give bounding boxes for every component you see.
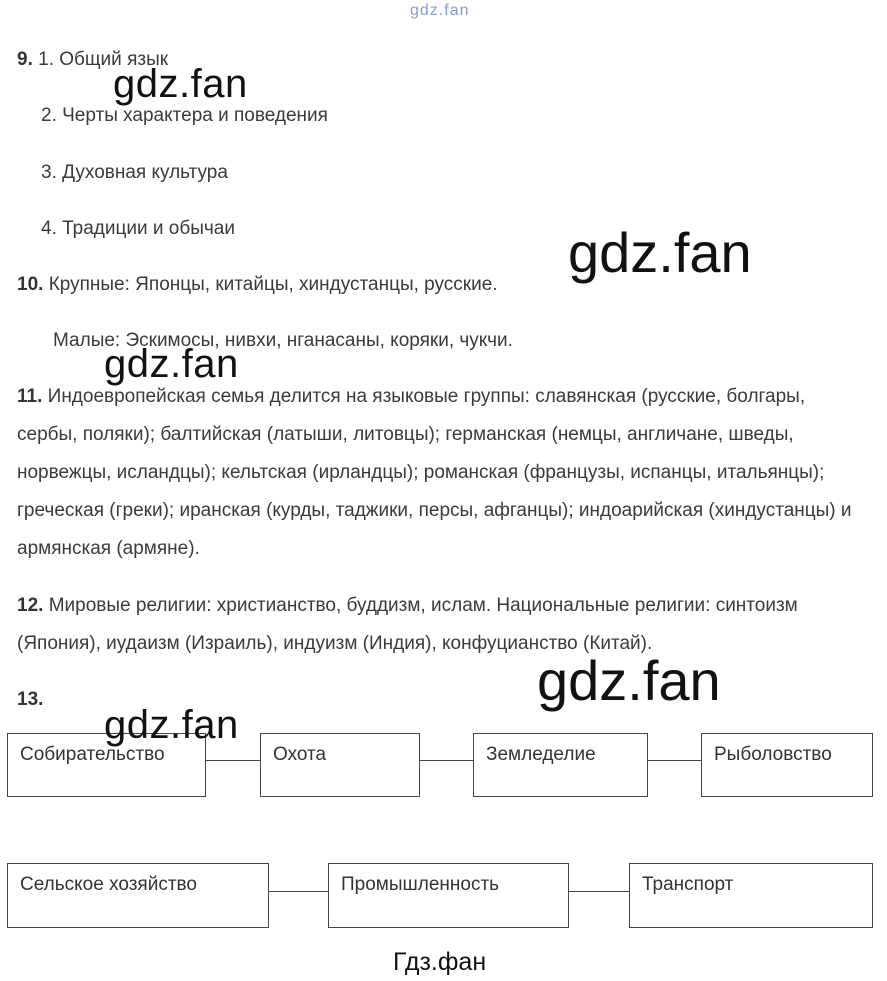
diagram-box-hunting: Охота xyxy=(260,733,420,797)
connector-line xyxy=(269,891,328,892)
q10-line-1 xyxy=(17,274,498,296)
q12-paragraph xyxy=(17,587,857,663)
connector-line xyxy=(648,760,701,761)
q9-item-3: 3. Духовная культура xyxy=(41,162,228,183)
q10-small-peoples: Малые: Эскимосы, нивхи, нганасаны, коряки, чукчи. xyxy=(53,330,513,351)
q11-text: Индоевропейская семья делится на языковые группы: славянская (русские, болгары, сербы, поляки); балтийская (латыши, литовцы); германская (немцы, англичане, шведы, норвежцы, исландцы); кельтская (ирландцы); романская (французы, испанцы, итальянцы); греческая (греки); иранская (курды, таджики, персы, афганцы); индоарийская (хиндустанцы) и армянская (армяне). xyxy=(17,386,852,559)
top-watermark: gdz.fan xyxy=(410,2,470,19)
q10-large-peoples: Крупные: Японцы, китайцы, хиндустанцы, русские. xyxy=(48,274,498,295)
q9-number: 9. xyxy=(17,49,33,70)
watermark: gdz.fan xyxy=(104,703,239,747)
watermark: gdz.fan xyxy=(568,221,752,284)
watermark: gdz.fan xyxy=(537,649,721,712)
connector-line xyxy=(420,760,473,761)
diagram-box-transport: Транспорт xyxy=(629,863,873,928)
q9-item-4: 4. Традиции и обычаи xyxy=(41,218,235,239)
connector-line xyxy=(206,760,260,761)
footer-watermark: Гдз.фан xyxy=(393,948,487,976)
diagram-box-industry: Промышленность xyxy=(328,863,569,928)
diagram-box-fishing: Рыболовство xyxy=(701,733,873,797)
diagram-box-gathering: Собирательство xyxy=(7,733,206,797)
q12-text: Мировые религии: христианство, буддизм, ислам. Национальные религии: синтоизм (Япония), иудаизм (Израиль), индуизм (Индия), конфуцианство (Китай). xyxy=(17,595,798,654)
q10-number: 10. xyxy=(17,274,44,295)
q11-paragraph xyxy=(17,378,857,568)
q9-item-1: 1. Общий язык xyxy=(38,49,169,70)
watermark: gdz.fan xyxy=(113,62,248,106)
q9-item-2: 2. Черты характера и поведения xyxy=(41,105,328,126)
watermark: gdz.fan xyxy=(104,342,239,386)
q13-number: 13. xyxy=(17,689,44,710)
q12-number: 12. xyxy=(17,595,44,616)
q11-number: 11. xyxy=(17,386,43,407)
diagram-box-agriculture: Сельское хозяйство xyxy=(7,863,269,928)
connector-line xyxy=(569,891,629,892)
diagram-box-farming: Земледелие xyxy=(473,733,648,797)
